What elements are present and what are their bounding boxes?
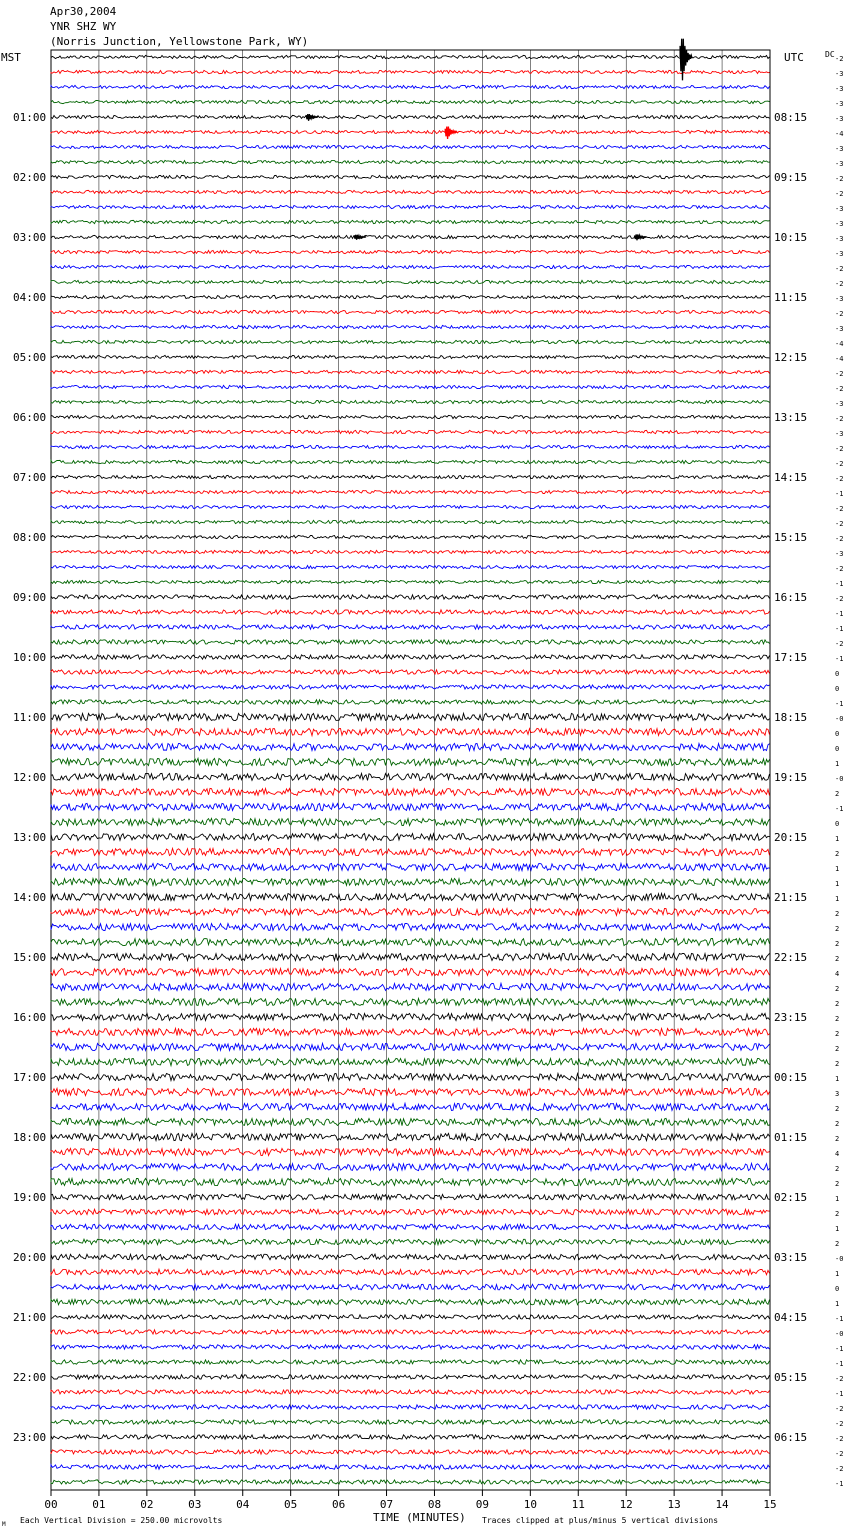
trace-row (51, 550, 770, 553)
trace-row (51, 580, 770, 583)
utc-hour-label: 12:15 (774, 351, 808, 364)
seismic-event (445, 127, 457, 140)
trace-row (51, 430, 770, 433)
corner-mark: M (2, 1521, 6, 1528)
mst-hour-label: 13:00 (13, 831, 47, 844)
mst-hour-label: 22:00 (13, 1371, 47, 1384)
utc-hour-label: 03:15 (774, 1251, 808, 1264)
dc-offset-label: -3 (835, 70, 844, 78)
dc-offset-label: -2 (835, 370, 844, 378)
dc-offset-label: 2 (835, 1060, 840, 1068)
x-tick-label: 11 (571, 1498, 585, 1511)
dc-offset-label: -2 (835, 1405, 844, 1413)
trace-row (51, 1118, 770, 1125)
utc-hour-label: 20:15 (774, 831, 808, 844)
utc-hour-label: 06:15 (774, 1431, 808, 1444)
dc-offset-label: -3 (835, 85, 844, 93)
mst-hour-label: 23:00 (13, 1431, 47, 1444)
dc-offset-label: -3 (835, 325, 844, 333)
dc-offset-label: -2 (835, 505, 844, 513)
mst-hour-label: 11:00 (13, 711, 47, 724)
x-tick-label: 05 (284, 1498, 298, 1511)
utc-hour-label: 22:15 (774, 951, 808, 964)
mst-hour-label: 14:00 (13, 891, 47, 904)
trace-row (51, 1178, 770, 1185)
trace-row (51, 475, 770, 478)
trace-row (51, 385, 770, 388)
trace-row (51, 55, 770, 58)
dc-offset-label: 1 (835, 1195, 840, 1203)
dc-offset-label: -3 (835, 550, 844, 558)
dc-offset-label: -0 (835, 1330, 844, 1338)
trace-row (51, 1375, 770, 1379)
utc-hour-label: 05:15 (774, 1371, 808, 1384)
mst-hour-label: 02:00 (13, 171, 47, 184)
trace-row (51, 818, 770, 825)
mst-hour-label: 05:00 (13, 351, 47, 364)
dc-offset-label: 0 (835, 670, 840, 678)
seismic-event (635, 234, 647, 240)
utc-hour-label: 02:15 (774, 1191, 808, 1204)
dc-offset-label: 2 (835, 1000, 840, 1008)
dc-offset-label: 2 (835, 1030, 840, 1038)
trace-row (51, 460, 770, 463)
utc-hour-label: 18:15 (774, 711, 808, 724)
dc-offset-label: -4 (835, 355, 844, 363)
utc-hour-label: 19:15 (774, 771, 808, 784)
trace-row (51, 145, 770, 148)
trace-row (51, 235, 770, 238)
mst-hour-label: 09:00 (13, 591, 47, 604)
trace-row (51, 325, 770, 328)
trace-row (51, 490, 770, 493)
dc-offset-label: -2 (835, 265, 844, 273)
dc-offset-label: -1 (835, 1480, 844, 1488)
dc-offset-label: -2 (835, 55, 844, 63)
dc-offset-label: 2 (835, 1120, 840, 1128)
utc-hour-label: 04:15 (774, 1311, 808, 1324)
trace-row (51, 1028, 770, 1035)
dc-offset-label: 1 (835, 1270, 840, 1278)
trace-row (51, 1209, 770, 1215)
mst-label: MST (1, 51, 21, 64)
mst-hour-label: 16:00 (13, 1011, 47, 1024)
dc-offset-label: -2 (835, 280, 844, 288)
dc-offset-label: -1 (835, 625, 844, 633)
scale-note: Each Vertical Division = 250.00 microvolts (20, 1516, 223, 1525)
trace-row (51, 1330, 770, 1334)
trace-row (51, 803, 770, 810)
mst-hour-label: 07:00 (13, 471, 47, 484)
dc-offset-label: 1 (835, 865, 840, 873)
trace-row (51, 1420, 770, 1424)
trace-row (51, 1058, 770, 1065)
trace-row (51, 310, 770, 313)
x-axis-title: TIME (MINUTES) (373, 1511, 466, 1524)
dc-offset-label: 2 (835, 1015, 840, 1023)
mst-hour-label: 08:00 (13, 531, 47, 544)
trace-row (51, 625, 770, 629)
trace-row (51, 1345, 770, 1349)
dc-offset-label: 2 (835, 1240, 840, 1248)
x-tick-label: 09 (475, 1498, 490, 1511)
dc-offset-label: -3 (835, 145, 844, 153)
trace-row (51, 505, 770, 508)
dc-offset-label: -2 (835, 175, 844, 183)
trace-row (51, 445, 770, 448)
dc-offset-label: 2 (835, 940, 840, 948)
trace-row (51, 640, 770, 644)
mst-hour-label: 20:00 (13, 1251, 47, 1264)
dc-offset-label: -2 (835, 640, 844, 648)
dc-offset-label: 2 (835, 1165, 840, 1173)
trace-row (51, 1088, 770, 1095)
dc-offset-label: -1 (835, 490, 844, 498)
trace-row (51, 250, 770, 253)
mst-hour-label: 19:00 (13, 1191, 47, 1204)
dc-offset-label: -2 (835, 1420, 844, 1428)
dc-offset-label: -3 (835, 250, 844, 258)
trace-row (51, 190, 770, 193)
dc-offset-label: -2 (835, 415, 844, 423)
utc-label: UTC (784, 51, 804, 64)
trace-row (51, 773, 770, 780)
x-tick-label: 14 (715, 1498, 729, 1511)
header-station: YNR SHZ WY (50, 20, 117, 33)
dc-offset-label: 1 (835, 1225, 840, 1233)
dc-offset-label: 2 (835, 1180, 840, 1188)
trace-row (51, 1405, 770, 1409)
axis-labels (13, 55, 843, 1511)
dc-offset-label: -4 (835, 130, 844, 138)
mst-hour-label: 03:00 (13, 231, 47, 244)
trace-row (51, 1163, 770, 1170)
trace-row (51, 1465, 770, 1469)
utc-hour-label: 16:15 (774, 591, 808, 604)
trace-row (51, 1269, 770, 1275)
x-tick-label: 10 (523, 1498, 537, 1511)
trace-row (51, 1013, 770, 1020)
dc-offset-label: 0 (835, 730, 840, 738)
trace-row (51, 1284, 770, 1290)
dc-offset-label: 2 (835, 1045, 840, 1053)
utc-hour-label: 15:15 (774, 531, 808, 544)
x-tick-label: 08 (427, 1498, 442, 1511)
trace-row (51, 728, 770, 735)
dc-offset-label: 2 (835, 1135, 840, 1143)
dc-offset-label: -2 (835, 1450, 844, 1458)
trace-row (51, 565, 770, 568)
trace-row (51, 1194, 770, 1200)
trace-row (51, 998, 770, 1005)
dc-offset-label: -3 (835, 400, 844, 408)
dc-offset-label: -1 (835, 580, 844, 588)
mst-hour-label: 06:00 (13, 411, 47, 424)
trace-row (51, 520, 770, 523)
dc-offset-label: -2 (835, 190, 844, 198)
trace-row (51, 700, 770, 704)
trace-row (51, 878, 770, 885)
dc-offset-label: 2 (835, 910, 840, 918)
trace-row (51, 370, 770, 373)
trace-row (51, 968, 770, 975)
trace-row (51, 1148, 770, 1155)
trace-row (51, 1043, 770, 1050)
utc-hour-label: 21:15 (774, 891, 808, 904)
dc-offset-label: 2 (835, 1210, 840, 1218)
mst-hour-label: 21:00 (13, 1311, 47, 1324)
mst-hour-label: 04:00 (13, 291, 47, 304)
trace-row (51, 788, 770, 795)
trace-row (51, 130, 770, 133)
trace-row (51, 923, 770, 930)
trace-row (51, 1103, 770, 1110)
dc-offset-label: -2 (835, 565, 844, 573)
trace-row (51, 1315, 770, 1319)
trace-row (51, 713, 770, 720)
dc-offset-label: -3 (835, 160, 844, 168)
dc-offset-label: -3 (835, 430, 844, 438)
dc-offset-label: -1 (835, 1315, 844, 1323)
trace-row (51, 160, 770, 163)
dc-offset-label: -3 (835, 205, 844, 213)
trace-row (51, 595, 770, 599)
trace-row (51, 220, 770, 223)
trace-row (51, 355, 770, 358)
mst-hour-label: 17:00 (13, 1071, 47, 1084)
dc-offset-label: -1 (835, 610, 844, 618)
utc-hour-label: 10:15 (774, 231, 808, 244)
dc-offset-label: 4 (835, 1150, 840, 1158)
dc-offset-label: -2 (835, 475, 844, 483)
utc-hour-label: 11:15 (774, 291, 808, 304)
dc-offset-label: 0 (835, 1285, 840, 1293)
trace-row (51, 758, 770, 765)
trace-row (51, 1480, 770, 1484)
dc-offset-label: -1 (835, 1360, 844, 1368)
x-tick-label: 03 (188, 1498, 202, 1511)
dc-offset-label: -3 (835, 100, 844, 108)
mst-hour-label: 15:00 (13, 951, 47, 964)
trace-row (51, 415, 770, 418)
x-tick-label: 02 (140, 1498, 154, 1511)
dc-offset-label: 2 (835, 1105, 840, 1113)
trace-row (51, 670, 770, 674)
dc-offset-label: -3 (835, 235, 844, 243)
dc-offset-label: 2 (835, 850, 840, 858)
trace-row (51, 295, 770, 298)
dc-offset-label: -1 (835, 700, 844, 708)
trace-row (51, 1435, 770, 1439)
dc-offset-label: 1 (835, 835, 840, 843)
x-tick-label: 12 (619, 1498, 633, 1511)
trace-row (51, 1299, 770, 1305)
utc-hour-label: 14:15 (774, 471, 808, 484)
dc-offset-label: -2 (835, 595, 844, 603)
trace-row (51, 848, 770, 855)
mst-hour-label: 01:00 (13, 111, 47, 124)
dc-offset-label: -1 (835, 1345, 844, 1353)
dc-offset-label: 1 (835, 895, 840, 903)
x-tick-label: 06 (331, 1498, 346, 1511)
trace-row (51, 280, 770, 283)
x-tick-label: 04 (236, 1498, 250, 1511)
x-tick-label: 15 (763, 1498, 777, 1511)
dc-offset-label: 1 (835, 1075, 840, 1083)
dc-offset-label: -2 (835, 1435, 844, 1443)
dc-offset-label: 2 (835, 925, 840, 933)
dc-offset-label: -3 (835, 115, 844, 123)
mst-hour-label: 12:00 (13, 771, 47, 784)
dc-offset-label: 4 (835, 970, 840, 978)
trace-row (51, 1239, 770, 1245)
dc-offset-label: -0 (835, 715, 844, 723)
trace-row (51, 175, 770, 178)
trace-row (51, 100, 770, 103)
dc-offset-label: 0 (835, 685, 840, 693)
header-location: (Norris Junction, Yellowstone Park, WY) (50, 35, 309, 48)
trace-row (51, 400, 770, 403)
seismic-event (680, 39, 692, 81)
dc-offset-label: 1 (835, 1300, 840, 1308)
trace-row (51, 983, 770, 990)
utc-hour-label: 00:15 (774, 1071, 808, 1084)
x-tick-label: 00 (44, 1498, 58, 1511)
trace-row (51, 938, 770, 945)
trace-row (51, 265, 770, 268)
dc-offset-label: -2 (835, 310, 844, 318)
dc-offset-label: -2 (835, 460, 844, 468)
utc-hour-label: 23:15 (774, 1011, 808, 1024)
dc-offset-label: -2 (835, 1375, 844, 1383)
trace-row (51, 655, 770, 659)
dc-offset-label: -2 (835, 1465, 844, 1473)
trace-row (51, 685, 770, 689)
x-tick-label: 13 (667, 1498, 681, 1511)
trace-row (51, 70, 770, 73)
dc-offset-label: -2 (835, 520, 844, 528)
trace-row (51, 1390, 770, 1394)
trace-row (51, 863, 770, 870)
dc-offset-label: 2 (835, 955, 840, 963)
trace-row (51, 610, 770, 614)
trace-row (51, 743, 770, 750)
trace-row (51, 205, 770, 208)
dc-offset-label: -0 (835, 775, 844, 783)
trace-row (51, 953, 770, 960)
trace-row (51, 1360, 770, 1364)
dc-offset-label: -1 (835, 805, 844, 813)
dc-label: DC (825, 50, 835, 59)
trace-row (51, 1450, 770, 1454)
mst-hour-label: 18:00 (13, 1131, 47, 1144)
dc-offset-label: -1 (835, 1390, 844, 1398)
utc-hour-label: 09:15 (774, 171, 808, 184)
dc-offset-label: 3 (835, 1090, 840, 1098)
trace-row (51, 908, 770, 915)
dc-offset-label: -4 (835, 340, 844, 348)
dc-offset-label: -1 (835, 655, 844, 663)
header-date: Apr30,2004 (50, 5, 117, 18)
trace-row (51, 535, 770, 538)
utc-hour-label: 01:15 (774, 1131, 808, 1144)
trace-row (51, 894, 770, 901)
utc-hour-label: 08:15 (774, 111, 808, 124)
trace-row (51, 1254, 770, 1260)
dc-offset-label: 1 (835, 760, 840, 768)
trace-row (51, 1133, 770, 1140)
dc-offset-label: 0 (835, 820, 840, 828)
dc-offset-label: -0 (835, 1255, 844, 1263)
dc-offset-label: -2 (835, 535, 844, 543)
trace-row (51, 115, 770, 118)
clip-note: Traces clipped at plus/minus 5 vertical divisions (482, 1516, 719, 1525)
dc-offset-label: 1 (835, 880, 840, 888)
dc-offset-label: -2 (835, 385, 844, 393)
utc-hour-label: 13:15 (774, 411, 808, 424)
dc-offset-label: 2 (835, 985, 840, 993)
dc-offset-label: -3 (835, 295, 844, 303)
trace-row (51, 1073, 770, 1080)
seismic-event (306, 114, 318, 121)
dc-offset-label: -2 (835, 445, 844, 453)
trace-row (51, 340, 770, 343)
x-tick-label: 07 (379, 1498, 394, 1511)
trace-row (51, 1224, 770, 1230)
utc-hour-label: 17:15 (774, 651, 808, 664)
dc-offset-label: 2 (835, 790, 840, 798)
dc-offset-label: 0 (835, 745, 840, 753)
mst-hour-label: 10:00 (13, 651, 47, 664)
trace-row (51, 834, 770, 841)
dc-offset-label: -3 (835, 220, 844, 228)
x-tick-label: 01 (92, 1498, 106, 1511)
trace-rows (51, 39, 770, 1485)
trace-row (51, 85, 770, 88)
